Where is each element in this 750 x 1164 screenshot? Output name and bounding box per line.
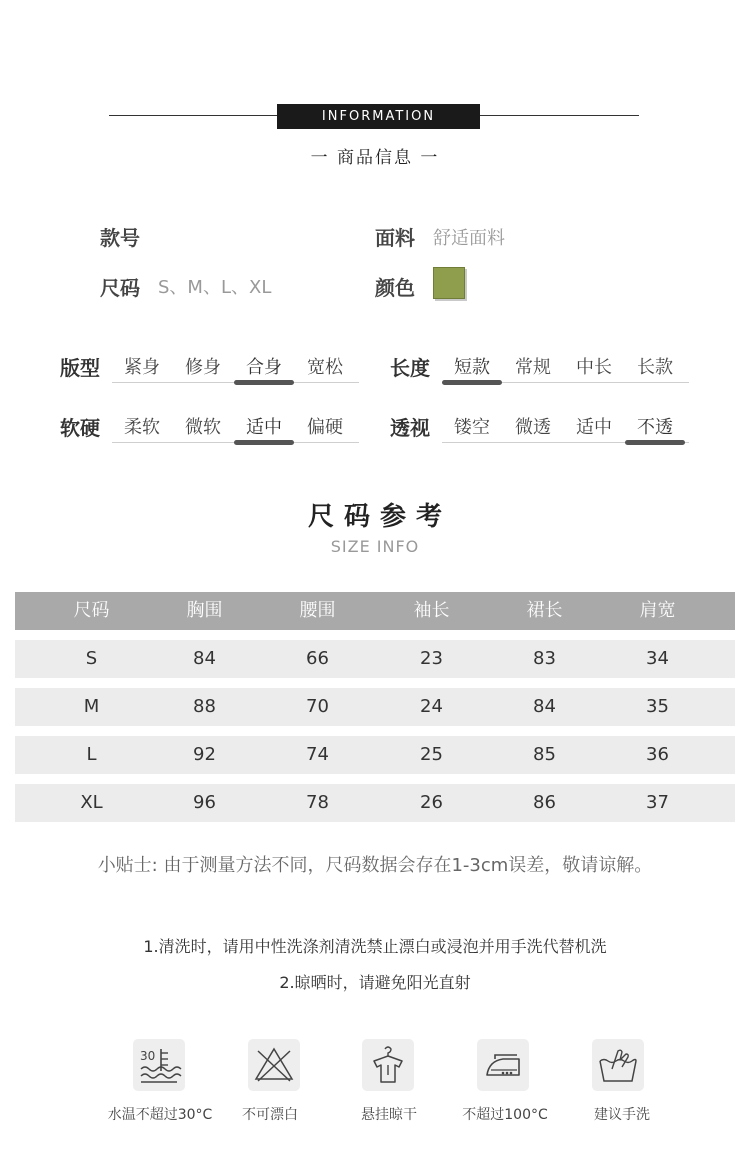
care-caption: 不可漂白	[242, 1107, 298, 1123]
table-cell: 85	[533, 744, 556, 765]
table-cell: 83	[533, 648, 556, 669]
table-cell: S	[85, 648, 98, 669]
table-cell: 26	[420, 792, 443, 813]
attr-label-softness: 软硬	[60, 416, 100, 440]
table-cell: 70	[306, 696, 329, 717]
attr-option: 中长	[576, 357, 612, 378]
attr-scale-softness	[112, 413, 359, 443]
table-cell: 78	[306, 792, 329, 813]
table-cell: L	[86, 744, 97, 765]
size-tip: 小贴士: 由于测量方法不同，尺码数据会存在1-3cm误差，敬请谅解。	[97, 855, 653, 876]
selected-marker	[442, 380, 502, 385]
hang-dry-icon	[362, 1039, 414, 1091]
table-cell: 86	[533, 792, 556, 813]
no-bleach-icon	[248, 1039, 300, 1091]
column-header: 裙长	[526, 600, 563, 621]
care-instruction-2: 2.晾晒时，请避免阳光直射	[279, 973, 471, 992]
attr-option: 合身	[246, 357, 282, 378]
product-info-subtitle: 一 商品信息 一	[310, 148, 440, 168]
care-caption: 水温不超过30°C	[107, 1107, 213, 1123]
selected-marker	[234, 380, 294, 385]
selected-marker	[625, 440, 685, 445]
table-cell: 84	[533, 696, 556, 717]
attr-option: 常规	[515, 357, 551, 378]
table-cell: 36	[646, 744, 669, 765]
attr-label-sheerness: 透视	[390, 416, 430, 440]
table-cell: 96	[193, 792, 216, 813]
selected-marker	[234, 440, 294, 445]
column-header: 腰围	[299, 600, 336, 621]
care-instruction-1: 1.清洗时，请用中性洗涤剂清洗禁止漂白或浸泡并用手洗代替机洗	[143, 937, 607, 956]
table-cell: 92	[193, 744, 216, 765]
size-info-title: 尺码参考	[307, 502, 452, 532]
information-badge: INFORMATION	[277, 104, 480, 129]
attr-option: 修身	[185, 357, 221, 378]
size-info-subtitle: SIZE INFO	[330, 537, 420, 556]
care-caption: 不超过100°C	[462, 1107, 548, 1123]
attr-option: 柔软	[124, 417, 160, 438]
column-header: 胸围	[186, 600, 223, 621]
attr-option: 镂空	[454, 417, 490, 438]
svg-text:30: 30	[140, 1049, 156, 1063]
attr-option: 微透	[515, 417, 551, 438]
column-header: 肩宽	[639, 600, 676, 621]
header-line-right	[480, 115, 639, 116]
attr-scale-length	[442, 353, 689, 383]
fabric-value: 舒适面料	[433, 228, 505, 249]
header-line-left	[109, 115, 277, 116]
table-cell: 66	[306, 648, 329, 669]
attr-label-length: 长度	[390, 356, 430, 380]
table-cell: 88	[193, 696, 216, 717]
table-cell: 74	[306, 744, 329, 765]
table-cell: 35	[646, 696, 669, 717]
size-label: 尺码	[100, 276, 140, 300]
table-cell: 37	[646, 792, 669, 813]
style-no-label: 款号	[100, 226, 140, 250]
attr-option: 适中	[576, 417, 612, 438]
attr-label-fit: 版型	[60, 356, 100, 380]
table-cell: 24	[420, 696, 443, 717]
table-row	[15, 736, 735, 774]
color-label: 颜色	[375, 276, 415, 300]
column-header: 尺码	[73, 600, 110, 621]
hand-wash-icon	[592, 1039, 644, 1091]
table-cell: 25	[420, 744, 443, 765]
table-cell: M	[83, 696, 100, 717]
attr-option: 宽松	[307, 357, 343, 378]
color-swatch[interactable]	[433, 267, 465, 299]
table-row	[15, 784, 735, 822]
column-header: 袖长	[413, 600, 450, 621]
table-row	[15, 640, 735, 678]
wash-30-icon	[133, 1039, 185, 1091]
table-cell: 84	[193, 648, 216, 669]
size-value: S、M、L、XL	[158, 277, 272, 298]
table-row	[15, 688, 735, 726]
size-table-header	[15, 592, 735, 630]
attr-option: 紧身	[124, 357, 160, 378]
care-caption: 建议手洗	[594, 1107, 650, 1123]
attr-option: 偏硬	[307, 417, 343, 438]
care-caption: 悬挂晾干	[361, 1107, 417, 1123]
attr-option: 长款	[637, 357, 673, 378]
table-cell: XL	[80, 792, 103, 813]
attr-option: 适中	[246, 417, 282, 438]
attr-option: 不透	[637, 417, 673, 438]
table-cell: 34	[646, 648, 669, 669]
fabric-label: 面料	[375, 226, 415, 250]
attr-option: 微软	[185, 417, 221, 438]
attr-scale-sheerness	[442, 413, 689, 443]
table-cell: 23	[420, 648, 443, 669]
iron-icon	[477, 1039, 529, 1091]
attr-option: 短款	[454, 357, 490, 378]
attr-scale-fit	[112, 353, 359, 383]
